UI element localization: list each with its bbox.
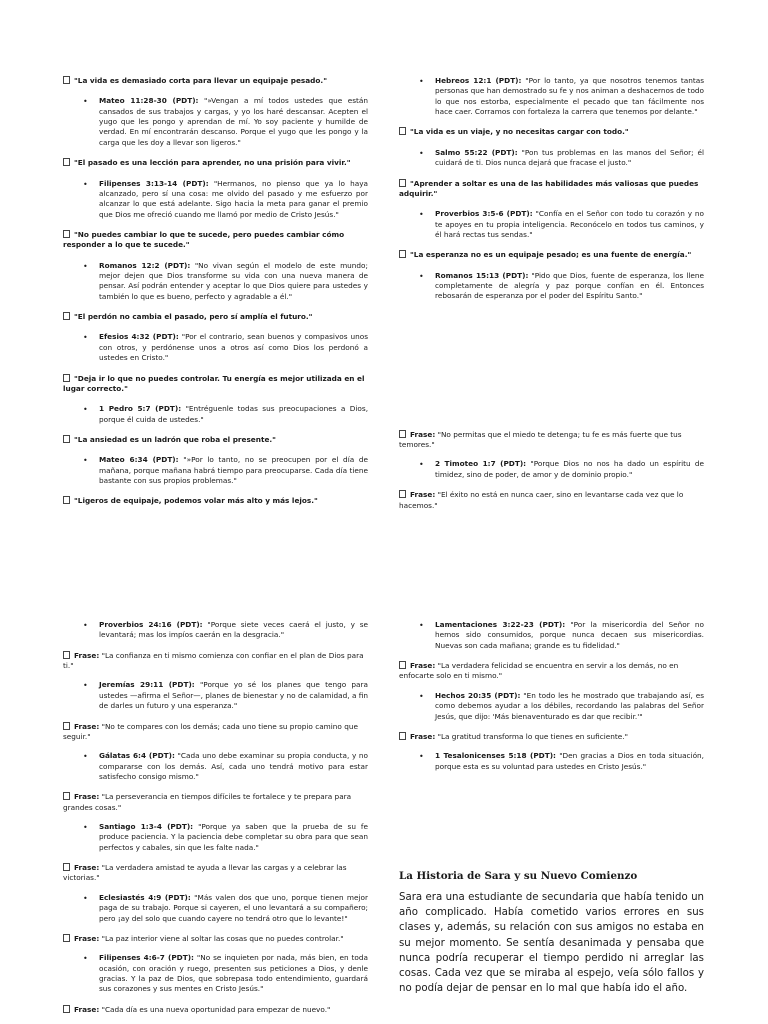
- verse-reference: Efesios 4:32 (PDT):: [99, 332, 179, 342]
- verse-item: [99, 455, 368, 486]
- missing-glyph-icon: [399, 250, 406, 258]
- missing-glyph-icon: [63, 158, 70, 166]
- verse-reference: Filipenses 3:13-14 (PDT):: [99, 178, 209, 188]
- frase-line: Frase: "La gratitud transforma lo que tienes en suficiente.": [399, 732, 704, 742]
- verse-item: [435, 620, 704, 651]
- quote-heading: "Aprender a soltar es una de las habilidades más valiosas que puedes adquirir.": [399, 178, 699, 198]
- verse-item: [99, 404, 368, 425]
- verse-text: "Por lo tanto, ya que nosotros tenemos tantas personas que han demostrado su fe y nos animan a deshacernos de todo lo que nos estorba, especialmente el pecado que tan fácilmente nos hace caer. Corramos con fortaleza la carrera que tenemos por delante.": [435, 76, 705, 117]
- column-top-right: [399, 76, 704, 520]
- verse-text: "»Vengan a mí todos ustedes que están cansados de sus trabajos y cargas, y yo los haré descansar. Acepten el yugo que les pongo y aprendan de mí. Yo soy paciente y humilde de verdad. En mí encontrarán descanso. Porque el yugo que les pongo y la carga que les doy a llevar son ligeros.": [99, 96, 368, 147]
- verse-text: "En todo les he mostrado que trabajando así, es como debemos ayudar a los débiles, recordando las palabras del Señor Jesús, que dijo: 'Más bienaventurado es dar que recibir.'": [435, 690, 704, 721]
- verse-item: [99, 751, 368, 782]
- story-body: Sara era una estudiante de secundaria que había tenido un año complicado. Había cometido varios errores en sus clases y, además, su relación con sus amigos no estaba en su mejor momento. Se sentía desanimada y pensaba que nunca podría recuperar el tiempo perdido ni arreglar las cosas. Cada vez que se miraba al espejo, veía sólo fallos y no podía dejar de pensar en lo mal que había ido el año.: [399, 892, 704, 994]
- verse-text: "Porque yo sé los planes que tengo para ustedes —afirma el Señor—, planes de bienestar y no de calamidad, a fin de darles un futuro y una esperanza.": [99, 680, 368, 711]
- frase-line: Frase: "La perseverancia en tiempos difíciles te fortalece y te prepara para grandes cosas.": [63, 792, 352, 812]
- verse-item: [435, 691, 704, 722]
- verse-reference: Romanos 15:13 (PDT):: [435, 270, 529, 280]
- verse-item: [99, 953, 368, 994]
- verse-item: [99, 261, 368, 302]
- verse-item: [435, 751, 704, 772]
- verse-text: "Hermanos, no pienso que ya lo haya alcanzado, pero sí una cosa: me olvido del pasado y me esfuerzo por alcanzar lo que está adelante. Sigo hacia la meta para ganar el premio que Dios me ofreció cuando me llamó por medio de Cristo Jesús.": [99, 178, 369, 219]
- missing-glyph-icon: [399, 490, 406, 498]
- missing-glyph-icon: [63, 1005, 70, 1013]
- verse-reference: 1 Pedro 5:7 (PDT):: [99, 404, 182, 414]
- verse-item: [435, 209, 704, 240]
- verse-reference: Hebreos 12:1 (PDT):: [435, 76, 522, 85]
- verse-item: [435, 271, 704, 302]
- missing-glyph-icon: [399, 430, 406, 438]
- verse-text: "Cada uno debe examinar su propia conducta, y no compararse con los demás. Así, cada uno tendrá motivo para estar satisfecho consigo mismo.": [99, 751, 368, 781]
- missing-glyph-icon: [63, 863, 70, 871]
- verse-reference: 1 Tesalonicenses 5:18 (PDT):: [435, 751, 556, 761]
- verse-reference: Santiago 1:3-4 (PDT):: [99, 822, 194, 832]
- quote-heading: "La ansiedad es un ladrón que roba el presente.": [63, 435, 368, 445]
- missing-glyph-icon: [399, 179, 406, 187]
- quote-heading: "La esperanza no es un equipaje pesado; es una fuente de energía.": [399, 250, 704, 260]
- blank-space: [399, 312, 704, 430]
- verse-text: "»Por lo tanto, no se preocupen por el día de mañana, porque mañana habrá tiempo para preocuparse. Cada día tiene bastante con sus propios problemas.": [99, 455, 368, 486]
- verse-item: [435, 76, 704, 117]
- verse-text: "Por la misericordia del Señor no hemos sido consumidos, porque nunca decaen sus misericordias. Nuevas son cada mañana; grande es tu fidelidad.": [435, 620, 704, 650]
- verse-reference: Salmo 55:22 (PDT):: [435, 147, 518, 157]
- quote-heading: "El perdón no cambia el pasado, pero sí amplía el futuro.": [63, 312, 368, 322]
- quote-heading: "La vida es demasiado corta para llevar un equipaje pesado.": [63, 76, 368, 86]
- verse-reference: Filipenses 4:6-7 (PDT):: [99, 953, 194, 963]
- missing-glyph-icon: [63, 76, 70, 84]
- frase-line: Frase: "Cada día es una nueva oportunidad para empezar de nuevo.": [63, 1005, 368, 1015]
- verse-item: [99, 96, 368, 148]
- frase-line: Frase: "La confianza en ti mismo comienza con confiar en el plan de Dios para ti.": [63, 650, 364, 671]
- missing-glyph-icon: [399, 661, 406, 669]
- verse-item: [435, 459, 704, 480]
- frase-line: Frase: "No permitas que el miedo te detenga; tu fe es más fuerte que tus temores.": [399, 429, 682, 450]
- frase-line: Frase: "La verdadera amistad te ayuda a llevar las cargas y a celebrar las victorias.": [63, 863, 347, 883]
- column-top-left: [63, 76, 368, 517]
- verse-text: "No vivan según el modelo de este mundo; mejor dejen que Dios transforme su vida con una nueva manera de pensar. Así podrán entender y aceptar lo que Dios quiere para ustedes y también lo que es bueno, perfecto y agradable a él.": [99, 260, 368, 301]
- missing-glyph-icon: [63, 374, 70, 382]
- verse-reference: Proverbios 24:16 (PDT):: [99, 620, 203, 629]
- quote-heading: "No puedes cambiar lo que te sucede, pero puedes cambiar cómo responder a lo que te sucede.": [63, 229, 345, 250]
- verse-item: [99, 893, 368, 924]
- verse-item: [435, 148, 704, 169]
- frase-line: Frase: "No te compares con los demás; cada uno tiene su propio camino que seguir.": [63, 721, 358, 741]
- verse-item: [99, 822, 368, 853]
- verse-reference: Eclesiastés 4:9 (PDT):: [99, 892, 191, 902]
- story-title: La Historia de Sara y su Nuevo Comienzo: [399, 870, 638, 882]
- verse-text: "Pido que Dios, fuente de esperanza, los llene completamente de alegría y paz porque confían en él. Entonces rebosarán de esperanza por el poder del Espíritu Santo.": [435, 270, 704, 301]
- quote-heading: "Deja ir lo que no puedes controlar. Tu energía es mejor utilizada en el lugar correcto.": [63, 373, 365, 393]
- column-bottom-right: [399, 620, 704, 782]
- missing-glyph-icon: [63, 722, 70, 730]
- verse-item: [99, 680, 368, 711]
- verse-reference: Mateo 6:34 (PDT):: [99, 455, 179, 465]
- missing-glyph-icon: [63, 230, 70, 238]
- verse-text: "Porque siete veces caerá el justo, y se levantará; mas los impíos caerán en la desgracia.": [99, 620, 369, 640]
- verse-reference: Romanos 12:2 (PDT):: [99, 260, 191, 270]
- missing-glyph-icon: [63, 792, 70, 800]
- verse-reference: Lamentaciones 3:22-23 (PDT):: [435, 620, 566, 629]
- verse-text: "Porque ya saben que la prueba de su fe produce paciencia. Y la paciencia debe completar su obra para que sean perfectos y cabales, sin que les falte nada.": [99, 822, 368, 852]
- missing-glyph-icon: [63, 651, 70, 659]
- frase-line: Frase: "La paz interior viene al soltar las cosas que no puedes controlar.": [63, 934, 368, 944]
- verse-text: "Confía en el Señor con todo tu corazón y no te apoyes en tu propia inteligencia. Reconócelo en todos tus caminos, y él hará rectas tus sendas.": [435, 209, 705, 239]
- missing-glyph-icon: [399, 732, 406, 740]
- quote-heading: "Ligeros de equipaje, podemos volar más alto y más lejos.": [63, 496, 368, 506]
- verse-text: "Pon tus problemas en las manos del Señor; él cuidará de ti. Dios nunca dejará que fracase el justo.": [435, 147, 704, 168]
- verse-item: [99, 620, 368, 641]
- missing-glyph-icon: [63, 934, 70, 942]
- verse-reference: Mateo 11:28-30 (PDT):: [99, 96, 199, 106]
- verse-text: "Porque Dios no nos ha dado un espíritu de timidez, sino de poder, de amor y de dominio propio.": [435, 459, 704, 479]
- verse-text: "Por el contrario, sean buenos y compasivos unos con otros, y perdónense unos a otros así como Dios los perdonó a ustedes en Cristo.": [99, 332, 368, 363]
- frase-line: Frase: "El éxito no está en nunca caer, sino en levantarse cada vez que lo hacemos.": [399, 490, 684, 510]
- verse-reference: Hechos 20:35 (PDT):: [435, 690, 521, 700]
- column-bottom-left: [63, 620, 368, 1024]
- missing-glyph-icon: [63, 435, 70, 443]
- verse-reference: 2 Timoteo 1:7 (PDT):: [435, 459, 527, 469]
- quote-heading: "La vida es un viaje, y no necesitas cargar con todo.": [399, 127, 704, 137]
- verse-reference: Proverbios 3:5-6 (PDT):: [435, 209, 533, 219]
- verse-item: [99, 332, 368, 363]
- quote-heading: "El pasado es una lección para aprender, no una prisión para vivir.": [63, 158, 368, 168]
- missing-glyph-icon: [63, 312, 70, 320]
- story-section: [399, 869, 704, 996]
- verse-reference: Jeremías 29:11 (PDT):: [99, 680, 195, 690]
- verse-text: "Den gracias a Dios en toda situación, porque esta es su voluntad para ustedes en Cristo Jesús.": [435, 751, 705, 771]
- verse-item: [99, 179, 368, 220]
- verse-reference: Gálatas 6:4 (PDT):: [99, 751, 175, 761]
- missing-glyph-icon: [63, 496, 70, 504]
- verse-text: "Más valen dos que uno, porque tienen mejor paga de su trabajo. Porque si cayeren, el uno levantará a su compañero; pero ¡ay del solo que cuando cayere no tendrá otro que lo levante!": [99, 892, 368, 923]
- verse-text: "No se inquieten por nada, más bien, en toda ocasión, con oración y ruego, presenten sus peticiones a Dios, y denle gracias. Y la paz de Dios, que sobrepasa todo entendimiento, guardará sus corazones y sus mentes en Cristo Jesús.": [99, 953, 368, 994]
- frase-line: Frase: "La verdadera felicidad se encuentra en servir a los demás, no en enfocarte solo en ti mismo.": [399, 661, 679, 681]
- verse-text: "Entréguenle todas sus preocupaciones a Dios, porque él cuida de ustedes.": [99, 404, 369, 424]
- missing-glyph-icon: [399, 127, 406, 135]
